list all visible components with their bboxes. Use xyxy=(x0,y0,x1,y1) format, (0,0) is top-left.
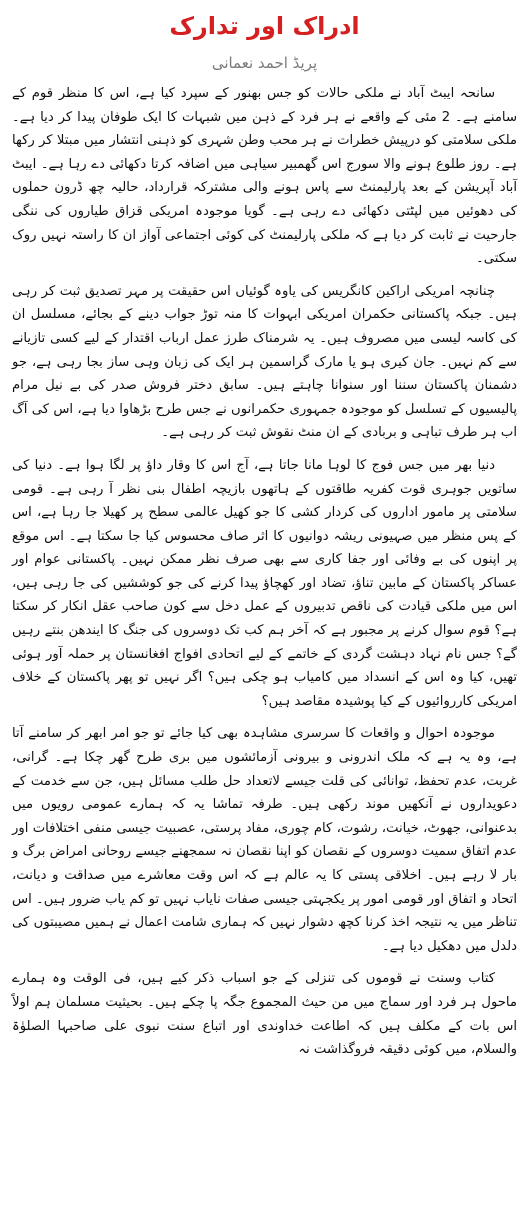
article-paragraph-4: موجودہ احوال و واقعات کا سرسری مشاہدہ بھی کیا جائے تو جو امر ابھر کر سامنے آتا ہے، وہ یہ ہے کہ ملک اندرونی و بیرونی آزمائشوں میں بری طرح گھر چکا ہے۔ گرانی، غربت، عدم تحفظ، توانائی کی قلت جیسے لاتعداد حل طلب مسائل ہیں، جن سے خدمت کے دعویداروں نے آنکھیں موند رکھی ہیں۔ طرفہ تماشا یہ کہ ہمارے عمومی رویوں میں بدعنوانی، جھوٹ، خیانت، رشوت، کام چوری، مفاد پرستی، عصبیت جیسی منفی اختلافات اور عدم اتفاق سمیت دوسروں کے نقصان کو اپنا نقصان نہ سمجھنے جیسے روحانی امراض برگ و بار لا رہے ہیں۔ اخلاقی پستی کا یہ عالم ہے کہ اس وقت معاشرے میں صداقت و دیانت، اتحاد و اتفاق اور قومی امور پر یکجہتی جیسی صفات نایاب نہیں تو کم یاب ضرور ہیں۔ اس تناظر میں یہ نتیجہ اخذ کرنا کچھ دشوار نہیں کہ ہماری شامت اعمال نے ہمیں مصیبتوں کی دلدل میں دھکیل دیا ہے۔ xyxy=(12,726,517,954)
article-title: ادراک اور تدارک xyxy=(169,12,360,40)
article-paragraph-2: چنانچہ امریکی اراکین کانگریس کی یاوہ گوئیاں اس حقیقت پر مہر تصدیق ثبت کر رہی ہیں۔ جبکہ پاکستانی حکمران امریکی ابہوات کا منہ توڑ جواب دینے کے بجائے، مسلسل ان کی کاسہ لیسی میں مصروف ہیں۔ یہ شرمناک طرز عمل ارباب اقتدار کے لیے کسی تازیانے سے کم نہیں۔ جان کیری ہو یا مارک گراسمین ہر ایک کی زبان وہی ساز بجا رہی ہے، جو دشمنان پاکستان سننا اور سنوانا چاہتے ہیں۔ سابق دختر فروش صدر کی بے نیل مرام پالیسیوں کے تسلسل کو موجودہ جمہوری حکمرانوں نے جس طرح بڑھاوا دیا ہے، اس کی آگ اب ہر طرف تباہی و بربادی کے ان منٹ نقوش ثبت کر رہی ہے۔ xyxy=(12,283,517,441)
article-paragraph-5: کتاب وسنت نے قوموں کی تنزلی کے جو اسباب ذکر کیے ہیں، فی الوقت وہ ہمارے ماحول ہر فرد اور سماج میں من حیث المجموع جگہ پا چکے ہیں۔ بحیثیت مسلمان ہم اولاً اس بات کے مکلف ہیں کہ اطاعت خداوندی اور اتباع سنت نبوی علی صاحبہا الصلوٰۃ والسلام، میں کوئی دقیقہ فروگذاشت نہ xyxy=(12,971,517,1058)
article-paragraph-1: سانحہ ایبٹ آباد نے ملکی حالات کو جس بھنور کے سپرد کیا ہے، اس کا منظر قوم کے سامنے ہے۔ 2 مئی کے واقعے نے ہر فرد کے ذہن میں شبہات کا ایک طوفان پیدا کر دیا ہے۔ ملکی سلامتی کو درپیش خطرات نے ہر محب وطن شہری کو ذہنی انتشار میں مبتلا کر رکھا ہے۔ روز طلوع ہونے والا سورج اس گھمبیر سیاہی میں اضافہ کرتا دکھائی دے رہا ہے۔ ایبٹ آباد آپریشن کے بعد پارلیمنٹ سے پاس ہونے والی مشترکہ قرارداد، حالیہ چھ ڈرون حملوں کی دھوئیں میں لپٹتی دکھائی دے رہی ہے۔ گویا موجودہ امریکی قزاق طیاروں کی ننگی جارحیت نے ثابت کر دیا ہے کہ ملکی پارلیمنٹ کی کوئی اجتماعی آواز ان کا راستہ نہیں روک سکتی۔ xyxy=(12,86,517,267)
article-paragraph-3: دنیا بھر میں جس فوج کا لوہا مانا جاتا ہے، آج اس کا وقار داؤ پر لگا ہوا ہے۔ دنیا کی ساتویں جوہری قوت کفریہ طاقتوں کے ہاتھوں بازیچہ اطفال بنی نظر آ رہی ہے۔ قومی سلامتی پر مامور اداروں کی کردار کشی کا جو کھیل عالمی سطح پر کھیلا جا رہا ہے، اس کے پس منظر میں صہیونی ریشہ دوانیوں کا اثر صاف محسوس کیا جا سکتا ہے۔ اس موقع پر اپنوں کی بے وفائی اور جفا کاری سے بھی صرف نظر ممکن نہیں۔ پاکستانی عوام اور عساکر پاکستان کے مابین تناؤ، تضاد اور کھچاؤ پیدا کرنے کی جو کوششیں کی جا رہی ہیں، اس میں ملکی قیادت کی ناقص تدبیروں کے عمل دخل سے کون صاحب عقل انکار کر سکتا ہے؟ قوم سوال کرنے پر مجبور ہے کہ آخر ہم کب تک دوسروں کی جنگ کا ایندھن بنتے رہیں گے؟ جس نام نہاد دہشت گردی کے خاتمے کے لیے اتحادی افواج افغانستان پر حملہ آور ہوئی تھیں، کیا وہ اس کے انسداد میں کامیاب ہو چکی ہیں؟ اگر نہیں تو پھر پاکستان کے خلاف امریکی کارروائیوں کے کیا پوشیدہ مقاصد ہیں؟ xyxy=(12,457,517,709)
article-author: پریڈ احمد نعمانی xyxy=(211,54,318,72)
